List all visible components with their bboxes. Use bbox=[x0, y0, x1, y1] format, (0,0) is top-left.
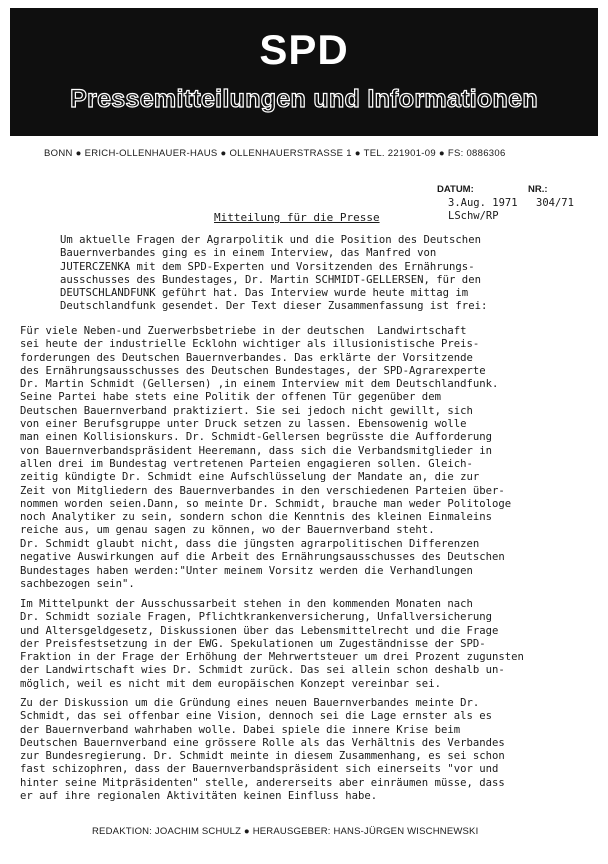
body-paragraph-4: Zu der Diskussion um die Gründung eines neuen Bauernverbandes meinte Dr. Schmidt, das sei offenbar eine Vision, dennoch sei die Lage ernster als es der Bauernverband wahrhaben wolle. Dabei spiele die innere Krise beim Deutschen Bauernverband eine grössere Rolle als das Verhältnis des Verbandes zur Bundesregierung. Dr. Schmidt meinte in diesem Zusammenhang, es sei schon fast schizophren, dass der Bauernverbandspräsident sich einerseits "vor und hinter seine Mitpräsidenten" stelle, andererseits aber einräumen müsse, dass er auf ihre regionalen Aktivitäten keinen Einfluss habe. bbox=[20, 697, 505, 803]
letterhead-subtitle: Pressemitteilungen und Informationen bbox=[70, 85, 538, 113]
datum-label: DATUM: bbox=[437, 184, 474, 195]
typist-signature: LSchw/RP bbox=[448, 210, 499, 222]
intro-paragraph: Um aktuelle Fragen der Agrarpolitik und die Position des Deutschen Bauernverbandes ging es in einem Interview, das Manfred von JUTERCZENKA mit dem SPD-Experten und Vorsitzenden des Ernährungs- ausschusses des Bundestages, Dr. Martin SCHMIDT-GELLERSEN, für den DEUTSCHLANDFUNK geführt hat. Das Interview wurde heute mittag im Deutschlandfunk gesendet. Der Text dieser Zusammenfassung ist frei: bbox=[60, 234, 488, 313]
address-line: BONN ● ERICH-OLLENHAUER-HAUS ● OLLENHAUERSTRASSE 1 ● TEL. 221901-09 ● FS: 0886306 bbox=[44, 148, 506, 159]
letterhead-banner bbox=[10, 8, 598, 136]
body-paragraph-3: Im Mittelpunkt der Ausschussarbeit stehen in den kommenden Monaten nach Dr. Schmidt soziale Fragen, Pflichtkrankenversicherung, Unfallversicherung und Altersgeldgesetz, Diskussionen über das Lebensmittelrecht und die Frage der Preisfestsetzung in der EWG. Spekulationen um Zugeständnisse der SPD- Fraktion in der Frage der Erhöhung der Mehrwertsteuer um drei Prozent zugunsten der Landwirtschaft wies Dr. Schmidt zurück. Das sei allein schon deshalb un- möglich, weil es nicht mit dem europäischen Konzept vereinbar sei. bbox=[20, 598, 524, 690]
release-date: 3.Aug. 1971 bbox=[448, 197, 518, 209]
body-paragraph-2: Dr. Schmidt glaubt nicht, dass die jüngsten agrarpolitischen Differenzen negative Auswirkungen auf die Arbeit des Ernährungsausschusses des Deutschen Bundestages haben werden:"Unter meinem Vorsitz werden die Verhandlungen sachbezogen sein". bbox=[20, 538, 505, 590]
release-number: 304/71 bbox=[536, 197, 574, 209]
spd-logo: SPD bbox=[259, 26, 349, 73]
nr-label: NR.: bbox=[528, 184, 548, 195]
document-headline: Mitteilung für die Presse bbox=[214, 211, 380, 224]
body-paragraph-1: Für viele Neben-und Zuerwerbsbetriebe in der deutschen Landwirtschaft sei heute der industrielle Ecklohn wichtiger als illusionistische Preis- forderungen des Deutschen Bauernverbandes. Das erklärte der Vorsitzende des Ernährungsausschusses des Deutschen Bundestages, der SPD-Agrarexperte Dr. Martin Schmidt (Gellersen) ,in einem Interview mit dem Deutschlandfunk. Seine Partei habe stets eine Politik der offenen Tür gegenüber dem Deutschen Bauernverband praktiziert. Sie sei jedoch nicht gewillt, sich von einer Berufsgruppe unter Druck setzen zu lassen. Ebensowenig wolle man einen Kollisionskurs. Dr. Schmidt-Gellersen begrüsste die Aufforderung von Bauernverbandspräsident Heeremann, dass sich die Verbandsmitglieder in allen drei im Bundestag vertretenen Parteien engagieren sollen. Gleich- zeitig kündigte Dr. Schmidt eine Aufschlüsselung der Mandate an, die zur Zeit von Mitgliedern des Bauernverbandes in den verschiedenen Parteien über- nommen worden seien.Dann, so meinte Dr. Schmidt, brauche man weder Politologe noch Analytiker zu sein, sondern schon die Kenntnis des kleinen Einmaleins reiche aus, um genau sagen zu können, wo der Bauernverband steht. bbox=[20, 325, 512, 537]
footer-credits: REDAKTION: JOACHIM SCHULZ ● HERAUSGEBER: HANS-JÜRGEN WISCHNEWSKI bbox=[92, 826, 479, 837]
